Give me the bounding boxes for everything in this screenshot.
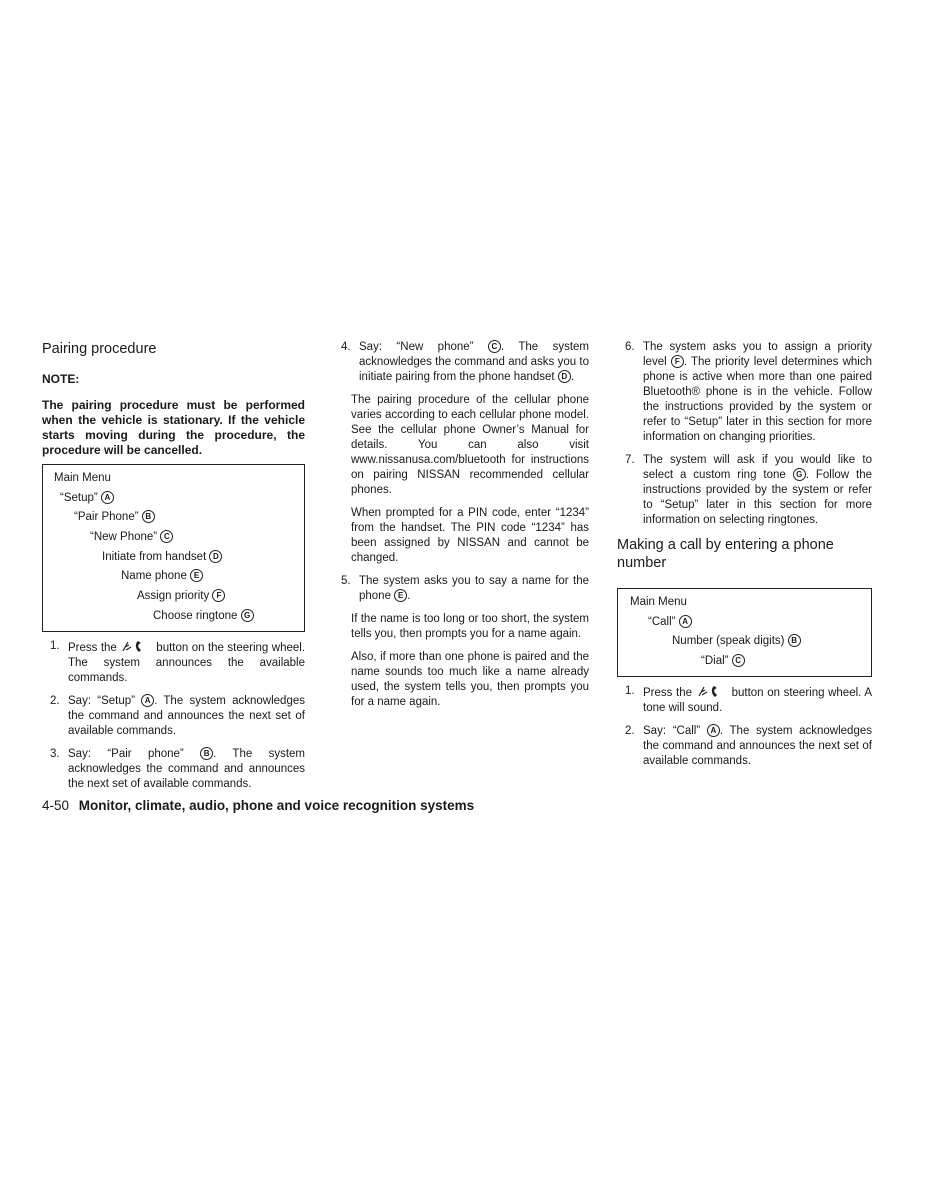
- callout-badge: A: [679, 615, 692, 628]
- paragraph: When prompted for a PIN code, enter “1234” from the handset. The PIN code “1234” has been assigned by NISSAN and cannot be changed.: [351, 507, 589, 564]
- callout-badge: C: [488, 340, 501, 353]
- menu-line: Name phone E: [54, 567, 294, 587]
- paragraph: The pairing procedure of the cellular phone varies according to each cellular phone model. See the cellular phone Owner’s Manual for details. You can also visit www.nissanusa.com/bluetooth for instructions on pairing NISSAN recommended cellular phones.: [351, 394, 589, 496]
- call-menu-diagram: [617, 588, 872, 677]
- callout-badge: B: [788, 634, 801, 647]
- menu-line: Main Menu: [630, 596, 687, 608]
- menu-line: “Dial” C: [630, 652, 861, 672]
- callout-badge: C: [732, 654, 745, 667]
- pairing-menu-diagram: [42, 464, 305, 632]
- callout-badge: E: [190, 569, 203, 582]
- step-1-call: 1. Press the button on steering wheel. A tone will sound.: [625, 684, 872, 714]
- column-2: [333, 340, 589, 718]
- menu-line: Initiate from handset D: [54, 548, 294, 568]
- page-number: 4-50: [42, 798, 70, 813]
- step-5: 5. The system asks you to say a name for the phone E .: [341, 575, 589, 602]
- callout-badge: E: [394, 589, 407, 602]
- callout-badge: B: [142, 510, 155, 523]
- step-1: 1. Press the button on the steering wheel. The system announces the available commands.: [50, 639, 306, 684]
- paragraph: Also, if more than one phone is paired and the name sounds too much like a name already used, the system tells you, then prompts you for a name again.: [351, 651, 589, 708]
- callout-badge: A: [101, 491, 114, 504]
- menu-line: Main Menu: [54, 472, 111, 484]
- step-3: 3. Say: “Pair phone” B . The system acknowledges the command and announces the next set of available commands.: [50, 747, 305, 790]
- paragraph: If the name is too long or too short, the system tells you, then prompts you for a name again.: [351, 613, 589, 640]
- callout-badge: F: [212, 589, 225, 602]
- callout-badge: F: [671, 355, 684, 368]
- section-heading-pairing: Pairing procedure: [42, 341, 157, 357]
- callout-badge: A: [141, 694, 154, 707]
- step-2: 2. Say: “Setup” A . The system acknowledges the command and announces the next set of available commands.: [50, 694, 305, 737]
- menu-line: Assign priority F: [54, 587, 294, 607]
- callout-badge: C: [160, 530, 173, 543]
- callout-badge: D: [558, 370, 571, 383]
- steering-phone-voice-icon: [698, 684, 724, 698]
- menu-line: “Setup” A: [54, 489, 294, 509]
- step-4: 4. Say: “New phone” C . The system acknowledges the command and asks you to initiate pairing from the phone handset D .: [341, 341, 589, 383]
- chapter-title: Monitor, climate, audio, phone and voice recognition systems: [78, 798, 475, 813]
- step-7: 7. The system will ask if you would like to select a custom ring tone G . Follow the instructions provided by the system or refer to “Setup” later in this section for more information on selecting ringtones.: [625, 454, 872, 526]
- column-3: [617, 340, 872, 777]
- callout-badge: A: [707, 724, 720, 737]
- page-footer: [42, 798, 474, 813]
- menu-line: Choose ringtone G: [54, 607, 294, 627]
- callout-badge: G: [241, 609, 254, 622]
- step-6: 6. The system asks you to assign a priority level F . The priority level determines which phone is active when more than one paired Bluetooth® phone is in the vehicle. Follow the instructions provided by the system or refer to “Setup” later in this section for more information on changing priorities.: [625, 341, 872, 443]
- menu-line: Number (speak digits) B: [630, 632, 861, 652]
- note-text: The pairing procedure must be performed when the vehicle is stationary. If the vehicle starts moving during the procedure, the procedure will be cancelled.: [42, 398, 305, 457]
- menu-line: “Call” A: [630, 613, 861, 633]
- callout-badge: B: [200, 747, 213, 760]
- step-2-call: 2. Say: “Call” A . The system acknowledges the command and announces the next set of available commands.: [625, 724, 872, 767]
- menu-line: “New Phone” C: [54, 528, 294, 548]
- column-1: [42, 340, 305, 800]
- note-label: NOTE:: [42, 372, 80, 386]
- steering-phone-voice-icon: [122, 639, 148, 653]
- section-heading-making-call: Making a call by entering a phone number: [617, 537, 834, 571]
- callout-badge: D: [209, 550, 222, 563]
- menu-line: “Pair Phone” B: [54, 508, 294, 528]
- callout-badge: G: [793, 468, 806, 481]
